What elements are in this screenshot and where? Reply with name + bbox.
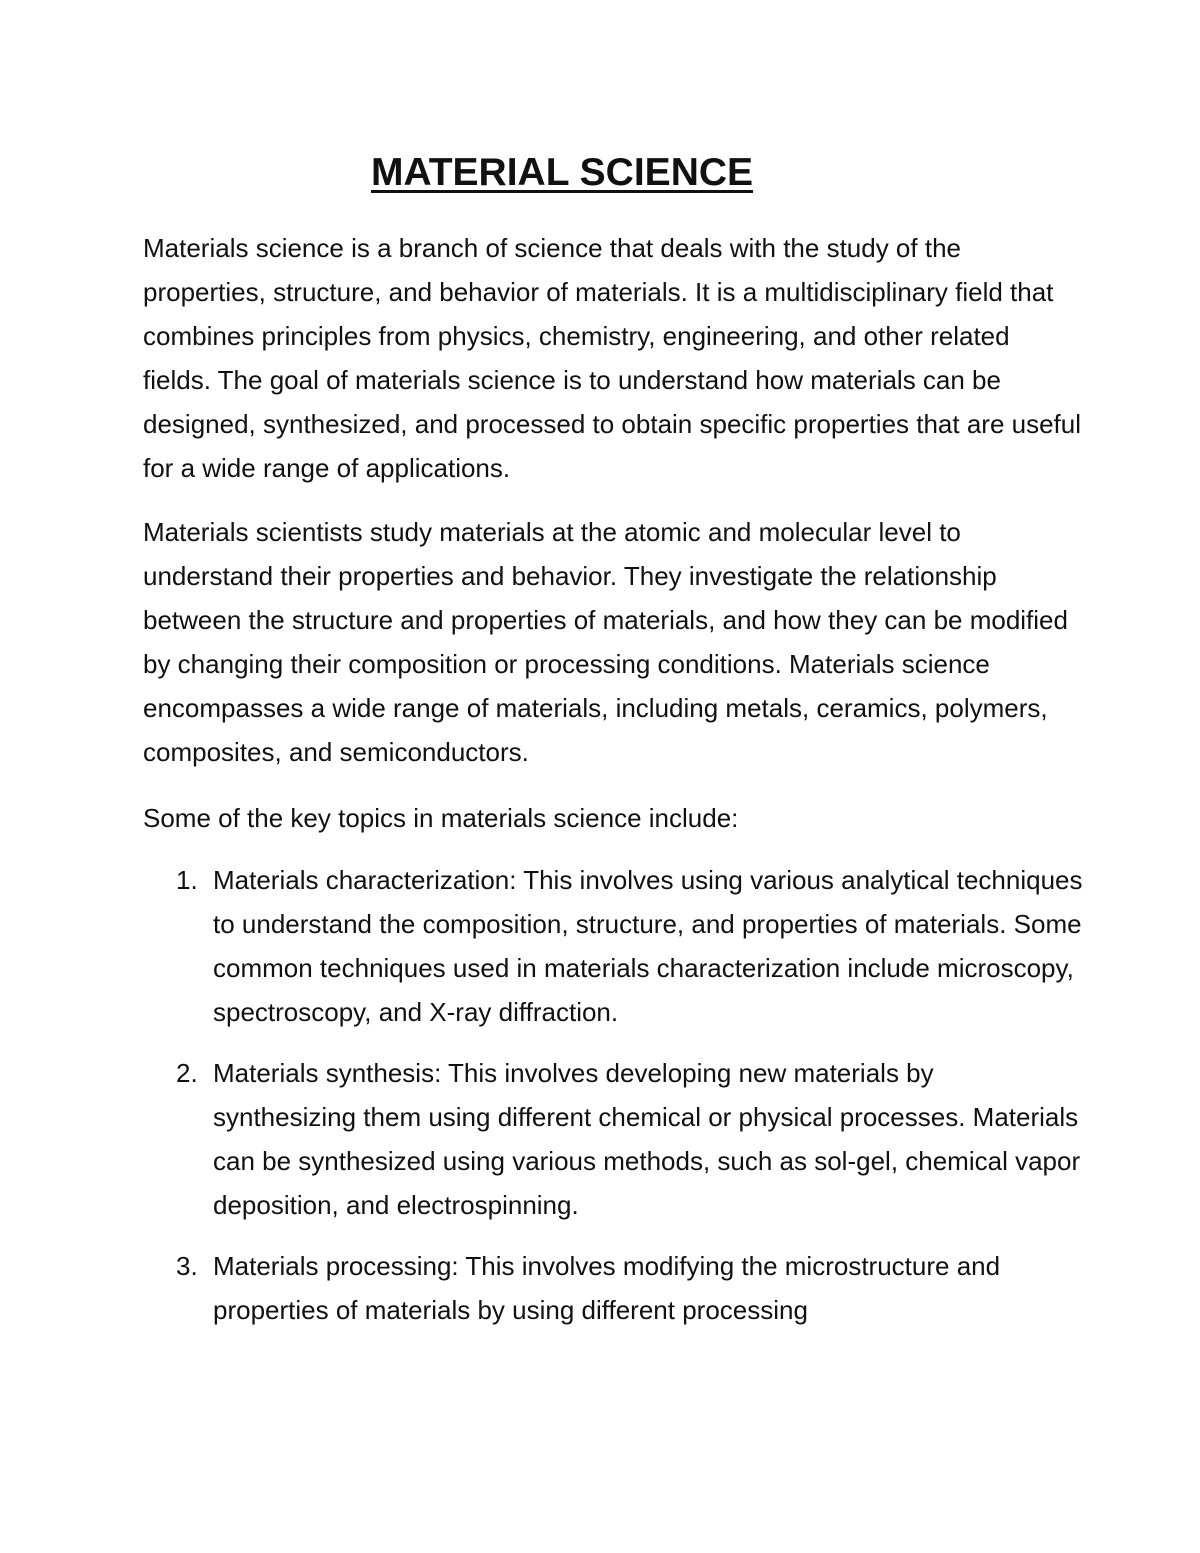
paragraph-scientists: Materials scientists study materials at the atomic and molecular level to understand their properties and behavior. They investigate the relationship between the structure and properties of materials, and how they can be modified by changing their composition or processing conditions. Materials science encompasses a wide range of materials, including metals, ceramics, polymers, composites, and semiconductors. — [143, 517, 1068, 767]
list-item — [143, 1244, 1083, 1332]
list-item-number: 1. — [176, 865, 198, 895]
document-title: MATERIAL SCIENCE — [370, 151, 754, 194]
paragraph-key-topics: Some of the key topics in materials science include: — [143, 803, 739, 833]
list-item-text: Materials synthesis: This involves developing new materials by synthesizing them using different chemical or physical processes. Materials can be synthesized using various methods, such as sol-gel, chemical vapor deposition, and electrospinning. — [213, 1058, 1081, 1220]
list-item — [143, 1051, 1083, 1227]
list-item-text: Materials processing: This involves modifying the microstructure and properties of materials by using different processing — [213, 1251, 1001, 1325]
paragraph-intro: Materials science is a branch of science that deals with the study of the properties, structure, and behavior of materials. It is a multidisciplinary field that combines principles from physics, chemistry, engineering, and other related fields. The goal of materials science is to understand how materials can be designed, synthesized, and processed to obtain specific properties that are useful for a wide range of applications. — [143, 233, 1082, 483]
list-item-number: 2. — [176, 1058, 198, 1088]
list-item — [143, 858, 1083, 1034]
list-item-text: Materials characterization: This involves using various analytical techniques to understand the composition, structure, and properties of materials. Some common techniques used in materials characterization include microscopy, spectroscopy, and X-ray diffraction. — [213, 865, 1083, 1027]
key-topics-list — [143, 858, 1083, 1349]
list-item-number: 3. — [176, 1251, 198, 1281]
